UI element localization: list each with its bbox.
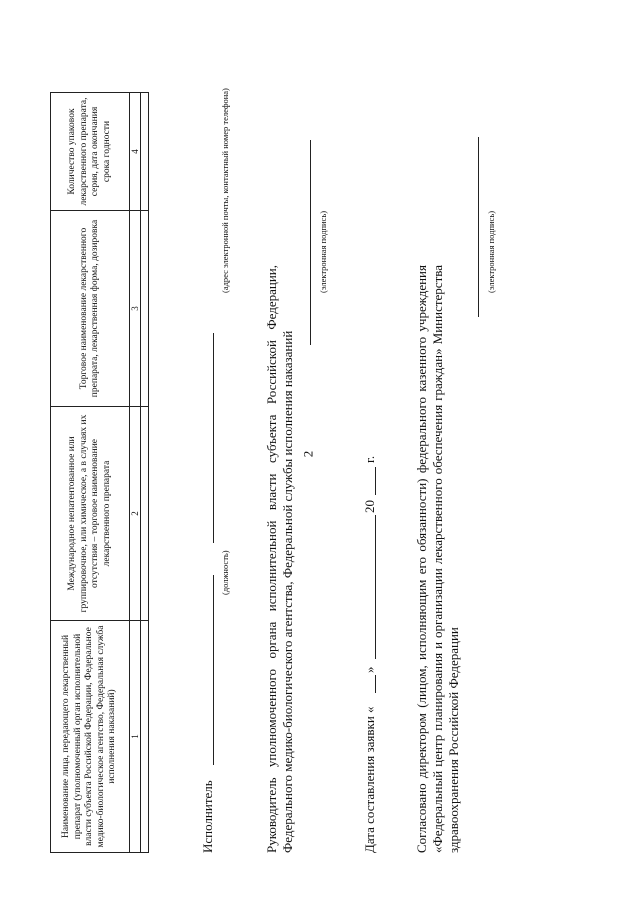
date-day-line (375, 675, 376, 693)
date-month-line (375, 515, 376, 659)
head-of-authority-text: Руководитель уполномоченного органа исполнительной власти субъекта Российской Федерации, Федерального медико-биологического агентства, Федеральной службы исполнения наказаний (264, 265, 295, 853)
table-cell (141, 211, 149, 407)
column-number: 4 (130, 93, 141, 211)
header-cell-trade-name: Торговое наименование лекарственного препарата, лекарственная форма, дозировка (51, 211, 130, 407)
date-year-suffix: г. (362, 455, 377, 463)
head-signature-caption: (электронная подпись) (318, 210, 328, 293)
page-number: 2 (300, 450, 316, 458)
date-close-quote: » (362, 666, 377, 673)
column-number: 3 (130, 211, 141, 407)
column-number: 2 (130, 407, 141, 621)
column-number: 1 (130, 621, 141, 853)
contacts-line (213, 333, 214, 543)
table-cell (141, 621, 149, 853)
application-date-label: Дата составления заявки « (362, 706, 377, 853)
date-year-prefix: 20 (362, 500, 377, 513)
table-cell (141, 407, 149, 621)
header-cell-transferring-party: Наименование лица, передающего лекарственный препарат (уполномоченный орган исполнительной власти субъекта Российской Федерации, Федеральное медико-биологическое агентство, Федеральная служба исполнения наказаний) (51, 621, 130, 853)
header-cell-inn-name: Международное непатентованное или группировочное, или химическое, а в случаях их отсутствия – торговое наименование лекарственного препарата (51, 407, 130, 621)
approval-text: Согласовано директором (лицом, исполняющим его обязанности) федерального казенного учреждения «Федеральный центр планирования и организации лекарственного обеспечения граждан» Министерства здравоохранения Российской Федерации (414, 265, 461, 853)
date-year-line (375, 467, 376, 495)
executor-label: Исполнитель (200, 780, 215, 853)
table-number-row (130, 93, 141, 853)
head-signature-line (310, 140, 311, 345)
position-line (213, 575, 214, 765)
table-row (141, 93, 149, 853)
contacts-caption: (адрес электронной почты, контактный номер телефона) (220, 88, 230, 293)
drug-transfer-table (50, 92, 149, 853)
header-cell-quantity: Количество упаковок лекарственного препарата, серия, дата окончания срока годности (51, 93, 130, 211)
position-caption: (должность) (220, 550, 230, 595)
approval-signature-line (478, 137, 479, 317)
table-header-row (51, 93, 130, 853)
approval-signature-caption: (электронная подпись) (486, 210, 496, 293)
table-cell (141, 93, 149, 211)
